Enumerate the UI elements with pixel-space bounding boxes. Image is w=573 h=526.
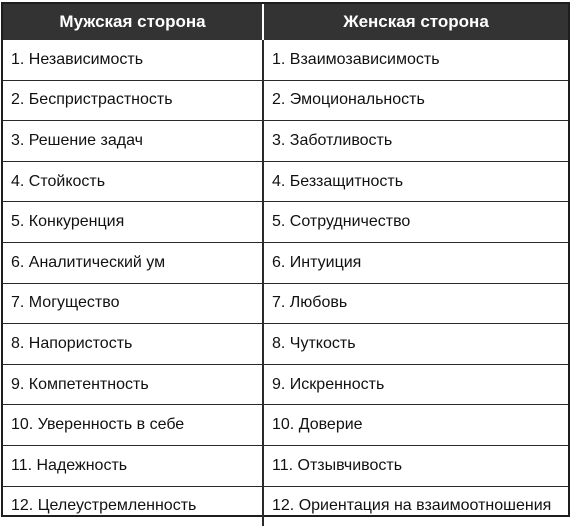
table-row	[3, 445, 568, 486]
female-trait-cell: 4. Беззащитность	[263, 161, 568, 202]
table-row	[3, 324, 568, 365]
table-header	[3, 4, 568, 40]
male-trait-cell: 11. Надежность	[3, 445, 263, 486]
header-row	[3, 4, 568, 40]
female-trait-cell: 8. Чуткость	[263, 324, 568, 365]
female-trait-cell: 7. Любовь	[263, 283, 568, 324]
table-row	[3, 364, 568, 405]
comparison-table	[1, 2, 570, 517]
header-male-side: Мужская сторона	[3, 4, 263, 40]
table-row	[3, 405, 568, 446]
male-trait-cell: 12. Целеустремленность	[3, 486, 263, 526]
table-row	[3, 242, 568, 283]
male-trait-cell: 8. Напористость	[3, 324, 263, 365]
table-row	[3, 283, 568, 324]
table-row	[3, 486, 568, 526]
table-row	[3, 40, 568, 80]
male-trait-cell: 2. Беспристрастность	[3, 80, 263, 121]
male-trait-cell: 5. Конкуренция	[3, 202, 263, 243]
female-trait-cell: 9. Искренность	[263, 364, 568, 405]
header-female-side: Женская сторона	[263, 4, 568, 40]
female-trait-cell: 10. Доверие	[263, 405, 568, 446]
male-trait-cell: 6. Аналитический ум	[3, 242, 263, 283]
male-trait-cell: 3. Решение задач	[3, 121, 263, 162]
female-trait-cell: 11. Отзывчивость	[263, 445, 568, 486]
table-row	[3, 121, 568, 162]
table-body	[3, 40, 568, 526]
male-trait-cell: 10. Уверенность в себе	[3, 405, 263, 446]
female-trait-cell: 2. Эмоциональность	[263, 80, 568, 121]
male-trait-cell: 4. Стойкость	[3, 161, 263, 202]
table-row	[3, 80, 568, 121]
male-trait-cell: 7. Могущество	[3, 283, 263, 324]
female-trait-cell: 12. Ориентация на взаимоотношения	[263, 486, 568, 526]
female-trait-cell: 3. Заботливость	[263, 121, 568, 162]
traits-table	[3, 4, 568, 526]
female-trait-cell: 6. Интуиция	[263, 242, 568, 283]
female-trait-cell: 1. Взаимозависимость	[272, 50, 440, 68]
male-trait-cell: 1. Независимость	[3, 40, 263, 80]
table-row	[3, 161, 568, 202]
male-trait-cell: 9. Компетентность	[3, 364, 263, 405]
female-trait-cell: 5. Сотрудничество	[263, 202, 568, 243]
table-row	[3, 202, 568, 243]
